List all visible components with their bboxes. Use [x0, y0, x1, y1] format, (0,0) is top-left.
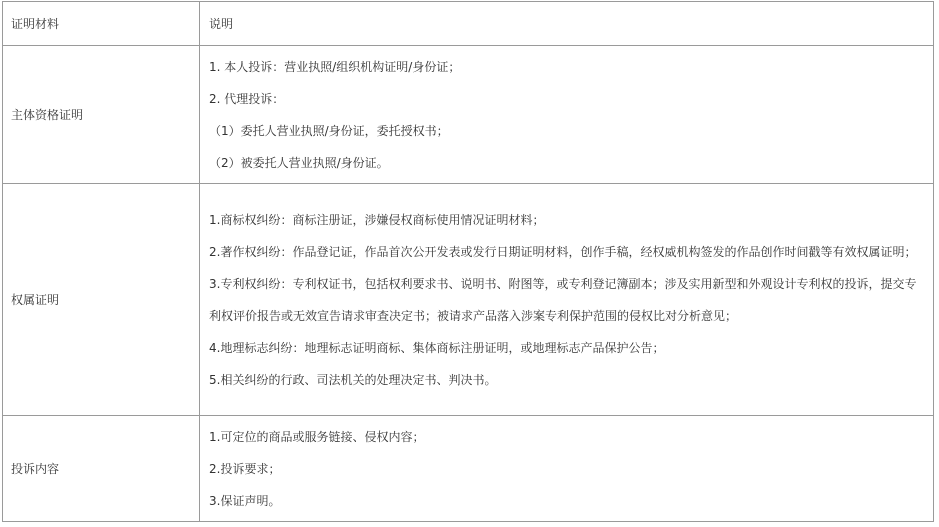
row-description	[200, 416, 934, 522]
description-line: （1）委托人营业执照/身份证，委托授权书；	[209, 123, 449, 138]
row-description	[200, 184, 934, 416]
header-material-cell: 证明材料	[3, 2, 200, 46]
row-label: 投诉内容	[3, 416, 200, 522]
table-row-subject-qualification	[3, 46, 934, 184]
evidence-requirements-table	[2, 1, 934, 522]
row-description	[200, 46, 934, 184]
description-line: 4.地理标志纠纷：地理标志证明商标、集体商标注册证明，或地理标志产品保护公告；	[209, 340, 665, 355]
row-label: 主体资格证明	[3, 46, 200, 184]
description-line: 3.专利权纠纷：专利权证书，包括权利要求书、说明书、附图等，或专利登记簿副本；涉及实用新型和外观设计专利权的投诉，提交专利权评价报告或无效宣告请求审查决定书；被请求产品落入涉案专利保护范围的侵权比对分析意见；	[209, 276, 917, 323]
description-line: 3.保证声明。	[209, 493, 281, 508]
table-row-complaint-content	[3, 416, 934, 522]
header-description-cell: 说明	[200, 2, 934, 46]
table-row-ownership-proof	[3, 184, 934, 416]
description-line: （2）被委托人营业执照/身份证。	[209, 155, 389, 170]
description-line: 1.商标权纠纷：商标注册证，涉嫌侵权商标使用情况证明材料；	[209, 212, 545, 227]
table-header-row	[3, 2, 934, 46]
description-line: 2. 代理投诉：	[209, 91, 285, 106]
description-line: 1. 本人投诉：营业执照/组织机构证明/身份证；	[209, 59, 461, 74]
description-line: 2.投诉要求；	[209, 461, 281, 476]
description-line: 1.可定位的商品或服务链接、侵权内容；	[209, 429, 425, 444]
description-line: 2.著作权纠纷：作品登记证，作品首次公开发表或发行日期证明材料，创作手稿，经权威机构签发的作品创作时间戳等有效权属证明；	[209, 244, 917, 259]
row-label: 权属证明	[3, 184, 200, 416]
description-line: 5.相关纠纷的行政、司法机关的处理决定书、判决书。	[209, 372, 497, 387]
